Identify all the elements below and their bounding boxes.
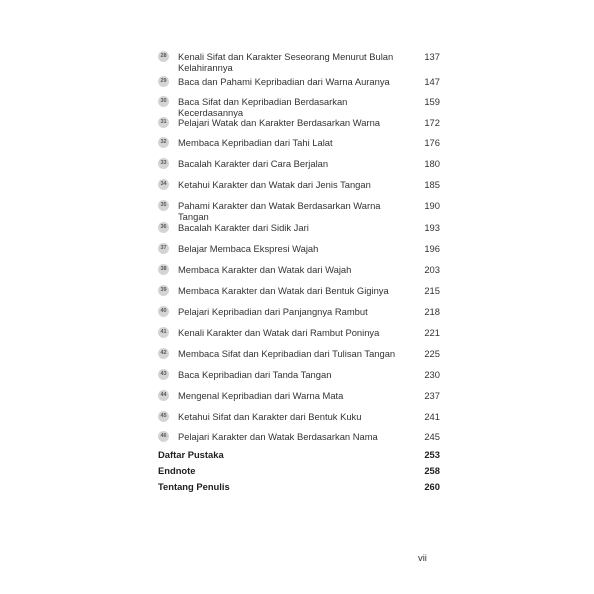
toc-back-matter-entry bbox=[158, 481, 440, 495]
toc-entry-title: Membaca Karakter dan Watak dari Wajah bbox=[178, 264, 352, 275]
toc-page-number: 203 bbox=[424, 264, 440, 275]
toc-entry-title: Membaca Kepribadian dari Tahi Lalat bbox=[178, 137, 333, 148]
toc-page-number: 215 bbox=[424, 285, 440, 296]
toc-page-number: 196 bbox=[424, 243, 440, 254]
back-matter-page-number: 253 bbox=[424, 449, 440, 460]
toc-page-number: 176 bbox=[424, 137, 440, 148]
toc-entry bbox=[158, 200, 440, 222]
chapter-number-badge: 32 bbox=[158, 137, 169, 148]
toc-page-number: 137 bbox=[424, 51, 440, 62]
toc-page-number: 230 bbox=[424, 369, 440, 380]
chapter-number-badge: 46 bbox=[158, 431, 169, 442]
chapter-number-badge: 45 bbox=[158, 411, 169, 422]
toc-entry-title: Pelajari Watak dan Karakter Berdasarkan Warna bbox=[178, 117, 381, 128]
toc-entry bbox=[158, 117, 440, 139]
toc-entry-title: Bacalah Karakter dari Sidik Jari bbox=[178, 222, 309, 233]
toc-entry-title: Bacalah Karakter dari Cara Berjalan bbox=[178, 158, 329, 169]
toc-entry-title: Kenali Karakter dan Watak dari Rambut Poninya bbox=[178, 327, 380, 338]
toc-entry-title: Baca dan Pahami Kepribadian dari Warna Auranya bbox=[178, 76, 390, 87]
toc-entry-title: Pahami Karakter dan Watak Berdasarkan Warna Tangan bbox=[178, 200, 381, 222]
toc-page-number: 218 bbox=[424, 306, 440, 317]
toc-back-matter-entry bbox=[158, 465, 440, 479]
toc-page-number: 185 bbox=[424, 179, 440, 190]
toc-entry-title: Baca Kepribadian dari Tanda Tangan bbox=[178, 369, 332, 380]
toc-entry-title: Baca Sifat dan Kepribadian Berdasarkan Kecerdasannya bbox=[178, 96, 348, 118]
chapter-number-badge: 30 bbox=[158, 96, 169, 107]
chapter-number-badge: 42 bbox=[158, 348, 169, 359]
chapter-number-badge: 36 bbox=[158, 222, 169, 233]
toc-entry-title: Pelajari Kepribadian dari Panjangnya Rambut bbox=[178, 306, 368, 317]
chapter-number-badge: 34 bbox=[158, 179, 169, 190]
chapter-number-badge: 39 bbox=[158, 285, 169, 296]
toc-entry-title: Mengenal Kepribadian dari Warna Mata bbox=[178, 390, 344, 401]
chapter-number-badge: 38 bbox=[158, 264, 169, 275]
toc-entry bbox=[158, 369, 440, 391]
toc-entry bbox=[158, 96, 440, 118]
toc-entry bbox=[158, 285, 440, 307]
page-folio: vii bbox=[418, 552, 427, 563]
toc-entry-title: Kenali Sifat dan Karakter Seseorang Menurut Bulan Kelahirannya bbox=[178, 51, 394, 73]
toc-back-matter-entry bbox=[158, 449, 440, 463]
toc-entry-title: Membaca Karakter dan Watak dari Bentuk Giginya bbox=[178, 285, 389, 296]
toc-entry bbox=[158, 222, 440, 244]
chapter-number-badge: 33 bbox=[158, 158, 169, 169]
toc-entry-title: Ketahui Sifat dan Karakter dari Bentuk Kuku bbox=[178, 411, 362, 422]
chapter-number-badge: 31 bbox=[158, 117, 169, 128]
back-matter-title: Endnote bbox=[158, 465, 196, 476]
toc-entry bbox=[158, 76, 440, 98]
toc-page-number: 159 bbox=[424, 96, 440, 107]
toc-entry bbox=[158, 243, 440, 265]
toc-page-number: 190 bbox=[424, 200, 440, 211]
back-matter-title: Daftar Pustaka bbox=[158, 449, 224, 460]
chapter-number-badge: 43 bbox=[158, 369, 169, 380]
toc-page-number: 237 bbox=[424, 390, 440, 401]
chapter-number-badge: 44 bbox=[158, 390, 169, 401]
back-matter-page-number: 258 bbox=[424, 465, 440, 476]
toc-entry bbox=[158, 51, 440, 73]
back-matter-title: Tentang Penulis bbox=[158, 481, 230, 492]
toc-entry bbox=[158, 411, 440, 433]
toc-entry-title: Ketahui Karakter dan Watak dari Jenis Tangan bbox=[178, 179, 371, 190]
toc-page-number: 245 bbox=[424, 431, 440, 442]
toc-page-number: 147 bbox=[424, 76, 440, 87]
toc-page-number: 172 bbox=[424, 117, 440, 128]
back-matter-page-number: 260 bbox=[424, 481, 440, 492]
toc-entry bbox=[158, 390, 440, 412]
toc-entry-title: Belajar Membaca Ekspresi Wajah bbox=[178, 243, 319, 254]
toc-entry-title: Pelajari Karakter dan Watak Berdasarkan Nama bbox=[178, 431, 378, 442]
toc-entry-title: Membaca Sifat dan Kepribadian dari Tulisan Tangan bbox=[178, 348, 396, 359]
toc-page-number: 241 bbox=[424, 411, 440, 422]
chapter-number-badge: 41 bbox=[158, 327, 169, 338]
toc-entry bbox=[158, 179, 440, 201]
toc-entry bbox=[158, 348, 440, 370]
chapter-number-badge: 40 bbox=[158, 306, 169, 317]
toc-page-number: 180 bbox=[424, 158, 440, 169]
chapter-number-badge: 35 bbox=[158, 200, 169, 211]
chapter-number-badge: 37 bbox=[158, 243, 169, 254]
toc-entry bbox=[158, 327, 440, 349]
toc-entry bbox=[158, 158, 440, 180]
chapter-number-badge: 29 bbox=[158, 76, 169, 87]
toc-page-number: 221 bbox=[424, 327, 440, 338]
toc-entry bbox=[158, 264, 440, 286]
toc-page-number: 193 bbox=[424, 222, 440, 233]
toc-entry bbox=[158, 306, 440, 328]
chapter-number-badge: 28 bbox=[158, 51, 169, 62]
toc-page-number: 225 bbox=[424, 348, 440, 359]
toc-entry bbox=[158, 137, 440, 159]
